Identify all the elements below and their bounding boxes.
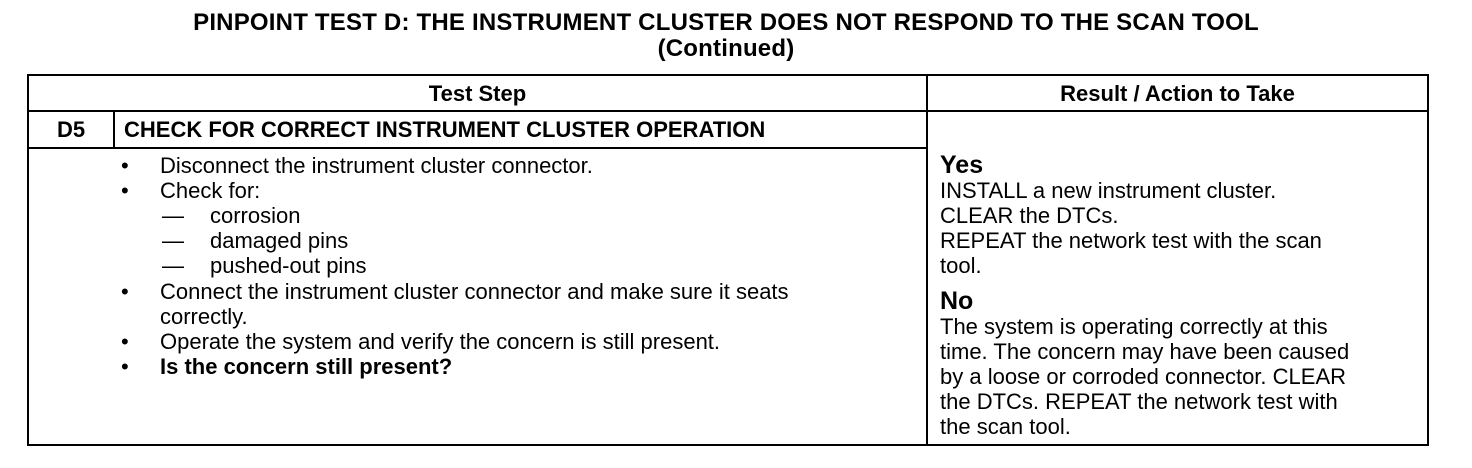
page-subtitle: (Continued) <box>657 35 795 62</box>
bullet-icon: • <box>121 153 129 178</box>
result-no-line: the scan tool. <box>940 414 1071 439</box>
header-test-step: Test Step <box>428 81 527 106</box>
bullet-icon: • <box>121 329 129 354</box>
step-id-divider <box>113 110 115 149</box>
column-divider <box>926 74 928 446</box>
step-title: CHECK FOR CORRECT INSTRUMENT CLUSTER OPERATION <box>124 117 766 142</box>
header-result-action: Result / Action to Take <box>1060 81 1295 106</box>
bullet-icon: • <box>121 178 129 203</box>
step-instruction-continued: correctly. <box>160 304 248 329</box>
check-item: damaged pins <box>210 228 349 253</box>
result-no-label: No <box>940 287 974 315</box>
dash-icon: — <box>162 253 184 278</box>
check-item: corrosion <box>210 203 301 228</box>
dash-icon: — <box>162 203 184 228</box>
step-title-divider <box>27 147 928 149</box>
page-title: PINPOINT TEST D: THE INSTRUMENT CLUSTER DOES NOT RESPOND TO THE SCAN TOOL <box>193 9 1259 36</box>
result-yes-line: tool. <box>940 253 982 278</box>
step-instruction: Connect the instrument cluster connector and make sure it seats <box>160 279 789 304</box>
result-yes-line: REPEAT the network test with the scan <box>940 228 1322 253</box>
check-item: pushed-out pins <box>210 253 367 278</box>
result-no-line: by a loose or corroded connector. CLEAR <box>940 364 1347 389</box>
bullet-icon: • <box>121 279 129 304</box>
step-id: D5 <box>56 117 86 142</box>
step-instruction: Disconnect the instrument cluster connector. <box>160 153 593 178</box>
result-yes-label: Yes <box>940 151 984 179</box>
header-divider <box>27 110 1429 112</box>
result-yes-line: CLEAR the DTCs. <box>940 203 1119 228</box>
result-no-line: The system is operating correctly at this <box>940 314 1328 339</box>
dash-icon: — <box>162 228 184 253</box>
step-instruction: Check for: <box>160 178 261 203</box>
bullet-icon: • <box>121 354 129 379</box>
result-no-line: the DTCs. REPEAT the network test with <box>940 389 1338 414</box>
result-yes-line: INSTALL a new instrument cluster. <box>940 178 1277 203</box>
result-no-line: time. The concern may have been caused <box>940 339 1350 364</box>
step-question: Is the concern still present? <box>160 354 453 379</box>
step-instruction: Operate the system and verify the concern is still present. <box>160 329 721 354</box>
